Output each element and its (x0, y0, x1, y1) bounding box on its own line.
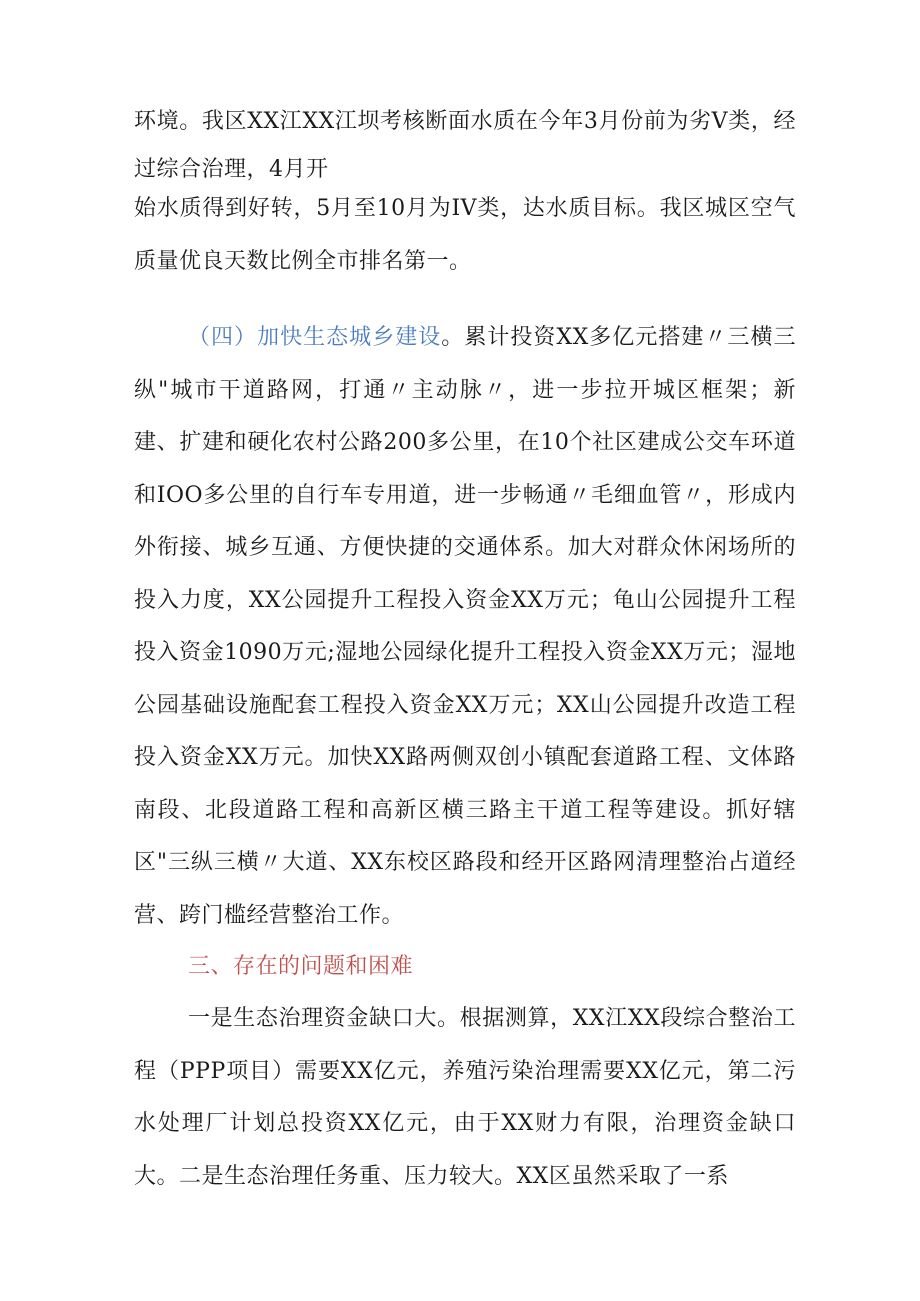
paragraph-water-quality: 始水质得到好转，5月至10月为IV类，达水质目标。我区城区空气质量优良天数比例全市排名第一。 (134, 196, 796, 274)
paragraph-body-text: 。累计投资XX多亿元搭建〃三横三纵"城市干道路网，打通〃主动脉〃，进一步拉开城区框架；新建、扩建和硬化农村公路200多公里，在10个社区建成公交车环道和IOO多公里的自行车专用道，进一步畅通〃毛细血管〃，形成内外衔接、城乡互通、方便快捷的交通体系。加大对群众休闲场所的投入力度，XX公园提升工程投入资金XX万元；龟山公园提升工程投入资金1090万元;湿地公园绿化提升工程投入资金XX万元；湿地公园基础设施配套工程投入资金XX万元；XX山公园提升改造工程投入资金XX万元。加快XX路两侧双创小镇配套道路工程、文体路南段、北段道路工程和高新区横三路主干道工程等建设。抓好辖区"三纵三横〃大道、XX东校区路段和经开区路网清理整治占道经营、跨门槛经营整治工作。 (134, 325, 796, 928)
paragraph-problems: 一是生态治理资金缺口大。根据测算，XX江XX段综合整治工程（PPP项目）需要XX亿元，养殖污染治理需要XX亿元，第二污水处理厂计划总投资XX亿元，由于XX财力有限，治理资金缺口大。二是生态治理任务重、压力较大。XX区虽然采取了一系 (134, 1006, 796, 1189)
section-heading-problems: 三、存在的问题和困难 (188, 954, 414, 979)
paragraph-urban-rural-construction (134, 312, 796, 942)
paragraph-environment: 环境。我区XX江XX江坝考核断面水质在今年3月份前为劣V类，经过综合治理，4月开 (134, 109, 796, 182)
section-heading-four: （四）加快生态城乡建设 (188, 325, 442, 350)
